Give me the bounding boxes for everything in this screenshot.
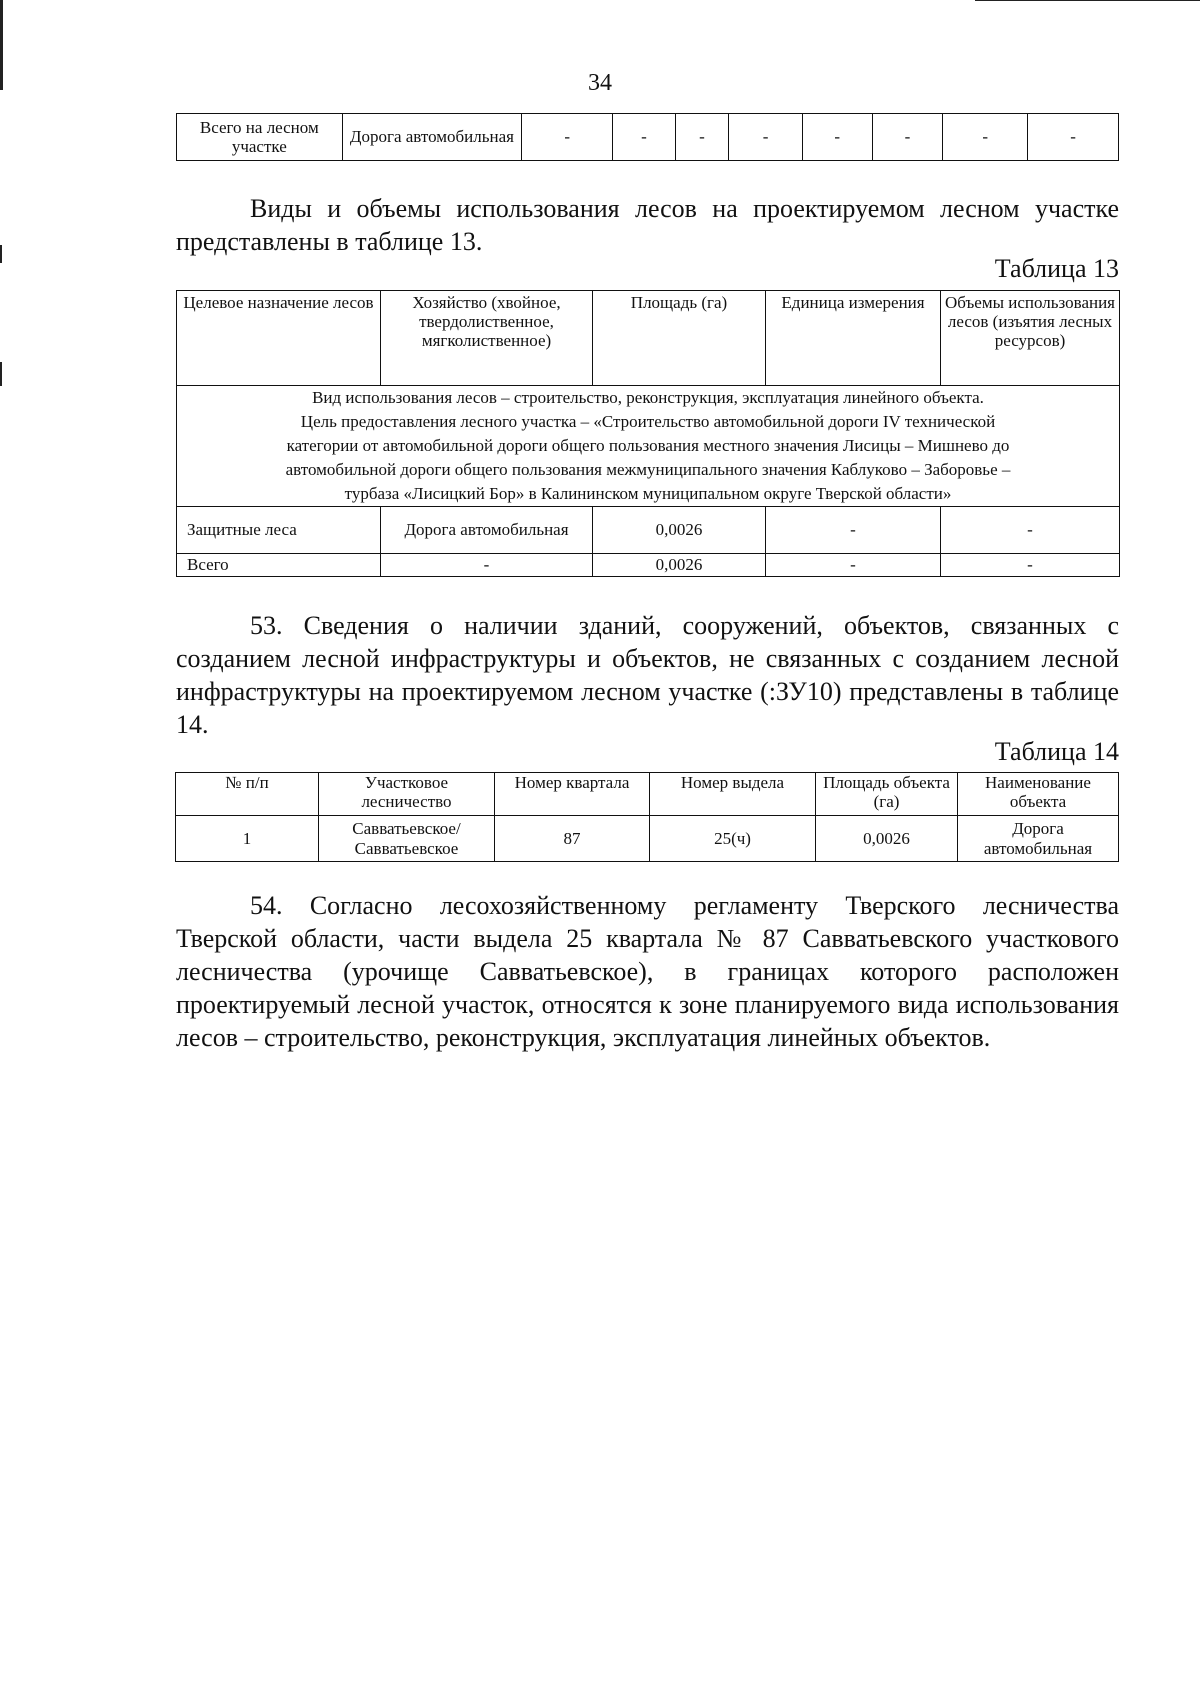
usage-line: Вид использования лесов – строительство, реконструкция, эксплуатация линейного объекта.	[312, 388, 984, 407]
column-header: Номер квартала	[495, 773, 650, 816]
page-number: 34	[588, 70, 612, 96]
column-header: Единица измерения	[766, 291, 941, 386]
table-cell: -	[941, 507, 1120, 554]
table-cell: -	[941, 554, 1120, 577]
table-cell: Дорога автомобильная	[381, 507, 593, 554]
usage-line: турбаза «Лисицкий Бор» в Калининском муниципальном округе Тверской области»	[344, 484, 952, 503]
top-table	[176, 113, 1119, 161]
table-cell: Защитные леса	[177, 507, 381, 554]
paragraph-53: 53. Сведения о наличии зданий, сооружений, объектов, связанных с созданием лесной инфраструктуры и объектов, не связанных с созданием лесной инфраструктуры на проектируемом лесном участке (:ЗУ10) представлены в таблице 14.	[176, 611, 1119, 739]
table-cell: 0,0026	[593, 507, 766, 554]
table-row	[177, 114, 1119, 161]
table-14	[175, 772, 1119, 862]
table-row	[177, 507, 1120, 554]
table-header-row	[176, 773, 1119, 816]
paragraph-54: 54. Согласно лесохозяйственному регламенту Тверского лесничества Тверской области, части выдела 25 квартала № 87 Савватьевского участкового лесничества (урочище Савватьевское), в границах которого расположен проектируемый лесной участок, относятся к зоне планируемого вида использования лесов – строительство, реконструкция, эксплуатация линейных объектов.	[176, 891, 1119, 1052]
table-row	[177, 554, 1120, 577]
scan-edge-mark	[0, 362, 2, 386]
table-cell: Савватьевское/ Савватьевское	[319, 816, 495, 862]
table-cell: 0,0026	[816, 816, 958, 862]
table-cell: 1	[176, 816, 319, 862]
table-cell: -	[943, 114, 1028, 161]
table-cell: -	[1028, 114, 1119, 161]
table-cell: -	[766, 554, 941, 577]
table-cell: -	[729, 114, 803, 161]
table-span-row	[177, 386, 1120, 507]
column-header: Площадь (га)	[593, 291, 766, 386]
usage-line: Цель предоставления лесного участка – «Строительство автомобильной дороги IV технической	[300, 412, 996, 431]
table-13-caption: Таблица 13	[994, 254, 1119, 283]
usage-line: автомобильной дороги общего пользования межмуниципального значения Каблуково – Заборовье –	[285, 460, 1011, 479]
column-header: Площадь объекта (га)	[816, 773, 958, 816]
column-header: № п/п	[176, 773, 319, 816]
scan-edge-mark	[0, 245, 2, 263]
paragraph-52: Виды и объемы использования лесов на проектируемом лесном участке представлены в таблице 13.	[176, 194, 1119, 256]
table-cell: -	[802, 114, 872, 161]
table-cell: -	[872, 114, 943, 161]
column-header: Наименование объекта	[958, 773, 1119, 816]
table-cell: -	[381, 554, 593, 577]
table-cell: -	[613, 114, 676, 161]
table-cell: -	[675, 114, 729, 161]
column-header: Объемы использования лесов (изъятия лесных ресурсов)	[941, 291, 1120, 386]
table-cell: Дорога автомобильная	[342, 114, 522, 161]
table-cell: 87	[495, 816, 650, 862]
table-cell: 25(ч)	[650, 816, 816, 862]
table-cell: 0,0026	[593, 554, 766, 577]
usage-description	[177, 386, 1120, 507]
table-row	[176, 816, 1119, 862]
usage-line: категории от автомобильной дороги общего пользования местного значения Лисицы – Мишнево до	[286, 436, 1010, 455]
table-cell: Дорога автомобильная	[958, 816, 1119, 862]
column-header: Номер выдела	[650, 773, 816, 816]
table-header-row	[177, 291, 1120, 386]
column-header: Хозяйство (хвойное, твердолиственное, мягколиственное)	[381, 291, 593, 386]
table-cell: -	[522, 114, 613, 161]
table-13	[176, 290, 1120, 577]
table-cell: -	[766, 507, 941, 554]
scan-edge-mark	[975, 0, 1200, 1]
table-cell: Всего	[177, 554, 381, 577]
table-cell: Всего на лесном участке	[177, 114, 343, 161]
column-header: Целевое назначение лесов	[177, 291, 381, 386]
column-header: Участковое лесничество	[319, 773, 495, 816]
table-14-caption: Таблица 14	[994, 737, 1119, 766]
